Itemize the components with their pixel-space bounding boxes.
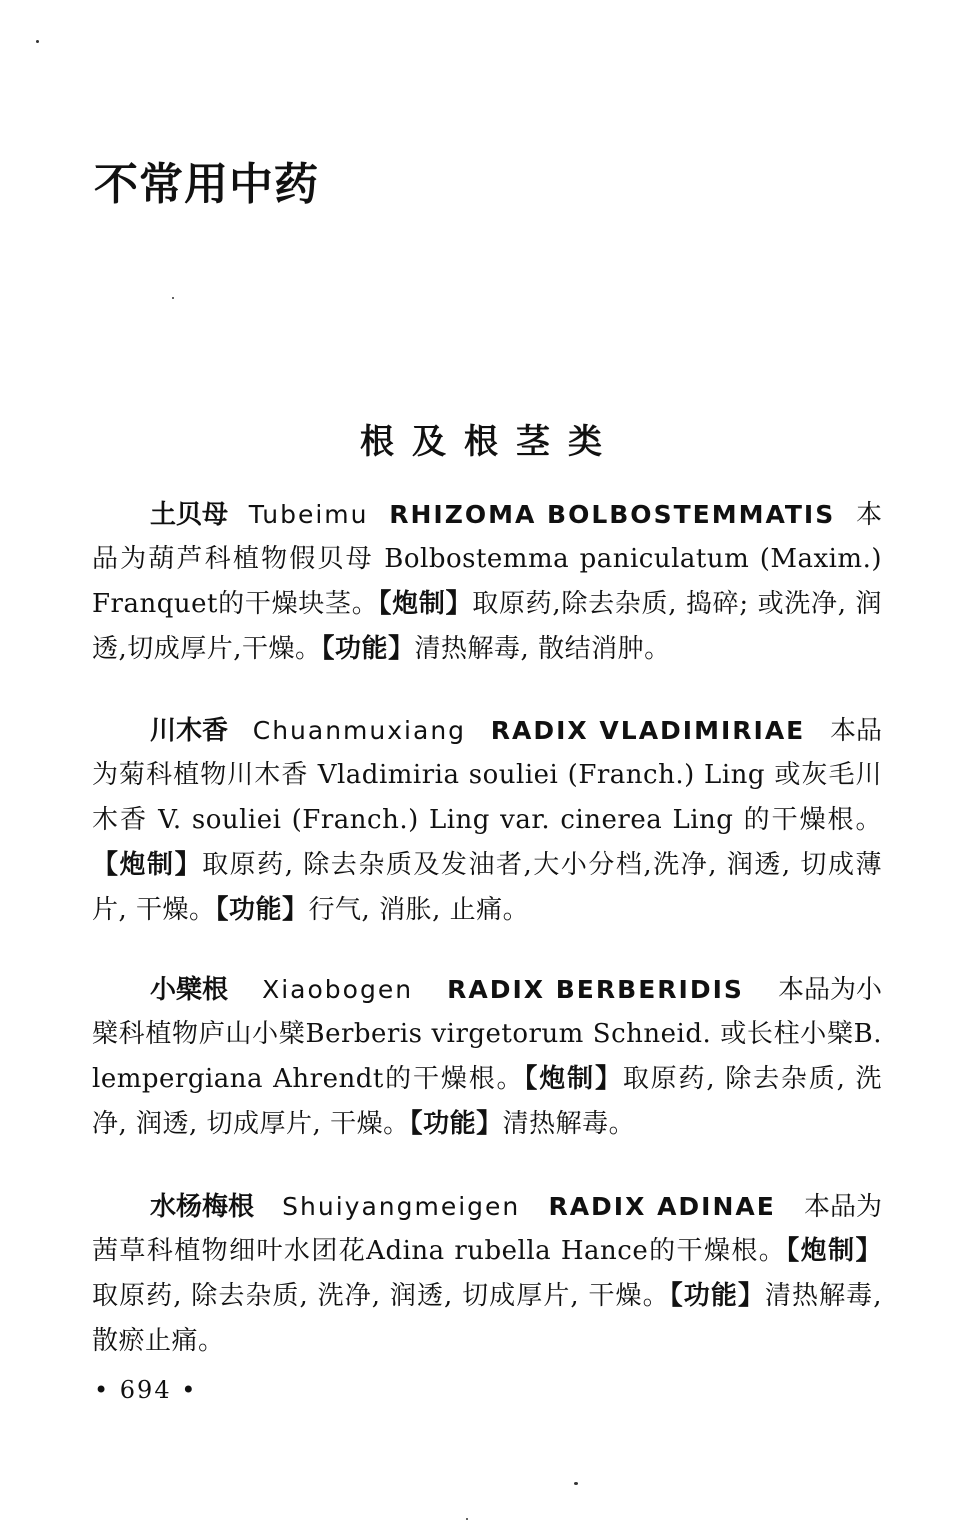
entry-xiaobogen <box>92 967 882 1147</box>
entry-intro: 本品为 <box>803 1192 882 1222</box>
entry-body <box>92 753 882 933</box>
entry-intro: 本品为小 <box>777 975 882 1005</box>
herb-latin-name: RADIX BERBERIDIS <box>447 975 744 1004</box>
herb-pinyin: Shuiyangmeigen <box>282 1192 521 1221</box>
function-label: 【功能】 <box>669 1281 765 1311</box>
processing-text: 取原药, 除去杂质及发油者,大小分档,洗净, 润透, 切成薄片, 干燥。 <box>92 850 882 925</box>
part-title: 不常用中药 <box>94 159 319 210</box>
herb-pinyin: Xiaobogen <box>262 975 414 1004</box>
herb-pinyin: Chuanmuxiang <box>252 716 467 745</box>
processing-text: 取原药, 除去杂质, 洗净, 润透, 切成厚片, 干燥。 <box>92 1281 670 1311</box>
entry-intro: 本 <box>855 500 882 530</box>
entry-shuiyangmeigen <box>92 1184 882 1364</box>
entry-tubeimu <box>92 492 882 672</box>
processing-label: 【炮制】 <box>378 589 473 619</box>
processing-label: 【炮制】 <box>524 1064 623 1094</box>
function-text: 行气, 消胀, 止痛。 <box>308 895 530 925</box>
entry-intro: 本品 <box>829 716 882 746</box>
herb-chinese-name: 川木香 <box>150 716 229 746</box>
herb-chinese-name: 小檗根 <box>150 975 229 1005</box>
scan-speck <box>36 40 39 43</box>
entry-body <box>92 537 882 672</box>
function-label: 【功能】 <box>321 634 415 664</box>
entry-description: 为菊科植物川木香 Vladimiria souliei (Franch.) Ling 或灰毛川木香 V. souliei (Franch.) Ling var. cinerea Ling 的干燥根。 <box>92 760 882 835</box>
entry-heading <box>92 492 882 537</box>
function-label: 【功能】 <box>409 1109 503 1139</box>
entry-heading <box>92 708 882 753</box>
scan-speck <box>172 297 174 299</box>
entry-chuanmuxiang <box>92 708 882 933</box>
herb-chinese-name: 土贝母 <box>150 500 229 530</box>
processing-text: 取原药,除去杂质, 捣碎; 或洗净, 润透,切成厚片,干燥。 <box>92 589 882 664</box>
entry-heading <box>92 967 882 1012</box>
function-label: 【功能】 <box>215 895 309 925</box>
function-text: 清热解毒。 <box>502 1109 636 1139</box>
entry-description: 茜草科植物细叶水团花Adina rubella Hance的干燥根。 <box>92 1236 787 1266</box>
herb-chinese-name: 水杨梅根 <box>150 1192 255 1222</box>
entry-body <box>92 1012 882 1147</box>
function-text: 清热解毒, 散瘀止痛。 <box>92 1281 882 1356</box>
herb-latin-name: RADIX VLADIMIRIAE <box>490 716 806 745</box>
entry-description: 檗科植物庐山小檗Berberis virgetorum Schneid. 或长柱小檗B. lempergiana Ahrendt的干燥根。 <box>92 1019 882 1094</box>
processing-text: 取原药, 除去杂质, 洗净, 润透, 切成厚片, 干燥。 <box>92 1064 883 1139</box>
scan-speck <box>574 1482 578 1485</box>
page-number: • 694 • <box>94 1376 198 1404</box>
herb-latin-name: RHIZOMA BOLBOSTEMMATIS <box>389 500 836 529</box>
entry-body <box>92 1229 882 1364</box>
function-text: 清热解毒, 散结消肿。 <box>414 634 671 664</box>
entry-heading <box>92 1184 882 1229</box>
herb-pinyin: Tubeimu <box>248 500 369 529</box>
entry-description: 品为葫芦科植物假贝母 Bolbostemma paniculatum (Maxim.) Franquet的干燥块茎。 <box>92 544 882 619</box>
scan-speck <box>466 1518 468 1520</box>
processing-label: 【炮制】 <box>786 1236 882 1266</box>
herb-latin-name: RADIX ADINAE <box>548 1192 776 1221</box>
section-title: 根及根茎类 <box>360 422 620 462</box>
processing-label: 【炮制】 <box>92 850 203 880</box>
